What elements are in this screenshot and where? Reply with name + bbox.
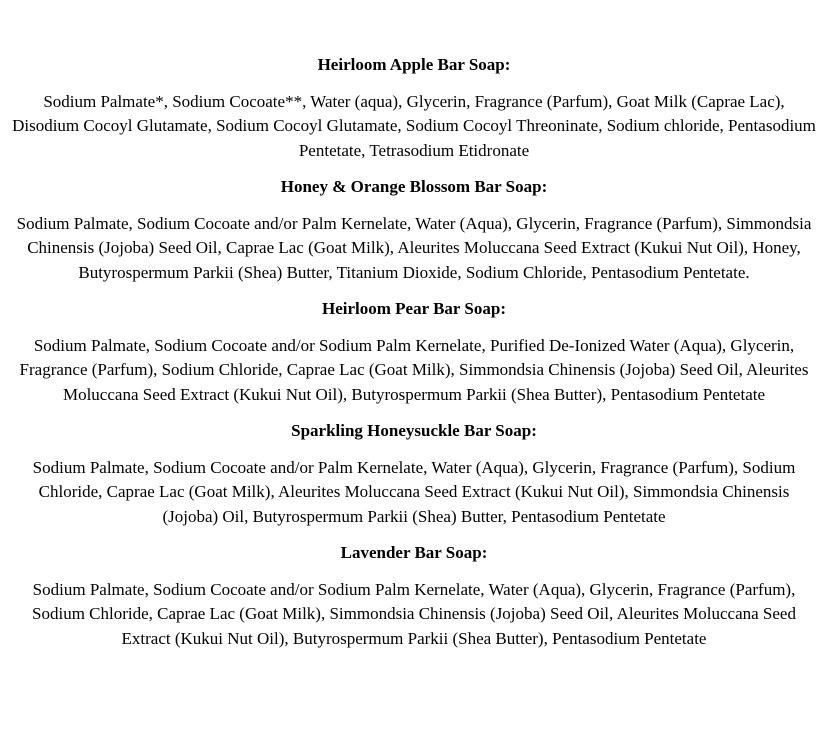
- ingredients-paragraph-heirloom-apple: Sodium Palmate*, Sodium Cocoate**, Water (aqua), Glycerin, Fragrance (Parfum), Goat Milk (Caprae Lac), Disodium Cocoyl Glutamate, Sodium Cocoyl Glutamate, Sodium Cocoyl Threoninate, Sodium chloride, Pentasodium Pentetate, Tetrasodium Etidronate: [12, 91, 816, 160]
- soap-title-lavender: Lavender Bar Soap:: [340, 543, 488, 562]
- section-honey-orange-blossom: [10, 175, 818, 285]
- soap-title-heirloom-apple: Heirloom Apple Bar Soap:: [317, 55, 511, 74]
- section-heirloom-pear: [10, 297, 818, 407]
- ingredients-paragraph-lavender: Sodium Palmate, Sodium Cocoate and/or Sodium Palm Kernelate, Water (Aqua), Glycerin, Fragrance (Parfum), Sodium Chloride, Caprae Lac (Goat Milk), Simmondsia Chinensis (Jojoba) Seed Oil, Aleurites Moluccana Seed Extract (Kukui Nut Oil), Butyrospermum Parkii (Shea Butter), Pentasodium Pentetate: [32, 579, 796, 648]
- ingredients-paragraph-heirloom-pear: Sodium Palmate, Sodium Cocoate and/or Sodium Palm Kernelate, Purified De-Ionized Water (Aqua), Glycerin, Fragrance (Parfum), Sodium Chloride, Caprae Lac (Goat Milk), Simmondsia Chinensis (Jojoba) Seed Oil, Aleurites Moluccana Seed Extract (Kukui Nut Oil), Butyrospermum Parkii (Shea Butter), Pentasodium Pentetate: [19, 335, 809, 404]
- soap-title-honey-orange-blossom: Honey & Orange Blossom Bar Soap:: [280, 177, 548, 196]
- ingredients-paragraph-sparkling-honeysuckle: Sodium Palmate, Sodium Cocoate and/or Palm Kernelate, Water (Aqua), Glycerin, Fragrance (Parfum), Sodium Chloride, Caprae Lac (Goat Milk), Aleurites Moluccana Seed Extract (Kukui Nut Oil), Simmondsia Chinensis (Jojoba) Oil, Butyrospermum Parkii (Shea) Butter, Pentasodium Pentetate: [32, 457, 796, 526]
- ingredients-paragraph-honey-orange-blossom: Sodium Palmate, Sodium Cocoate and/or Palm Kernelate, Water (Aqua), Glycerin, Fragrance (Parfum), Simmondsia Chinensis (Jojoba) Seed Oil, Caprae Lac (Goat Milk), Aleurites Moluccana Seed Extract (Kukui Nut Oil), Honey, Butyrospermum Parkii (Shea) Butter, Titanium Dioxide, Sodium Chloride, Pentasodium Pentetate.: [16, 213, 812, 282]
- section-sparkling-honeysuckle: [10, 419, 818, 529]
- section-lavender: [10, 541, 818, 651]
- soap-title-sparkling-honeysuckle: Sparkling Honeysuckle Bar Soap:: [291, 421, 537, 440]
- soap-title-heirloom-pear: Heirloom Pear Bar Soap:: [322, 299, 506, 318]
- section-heirloom-apple: [10, 53, 818, 163]
